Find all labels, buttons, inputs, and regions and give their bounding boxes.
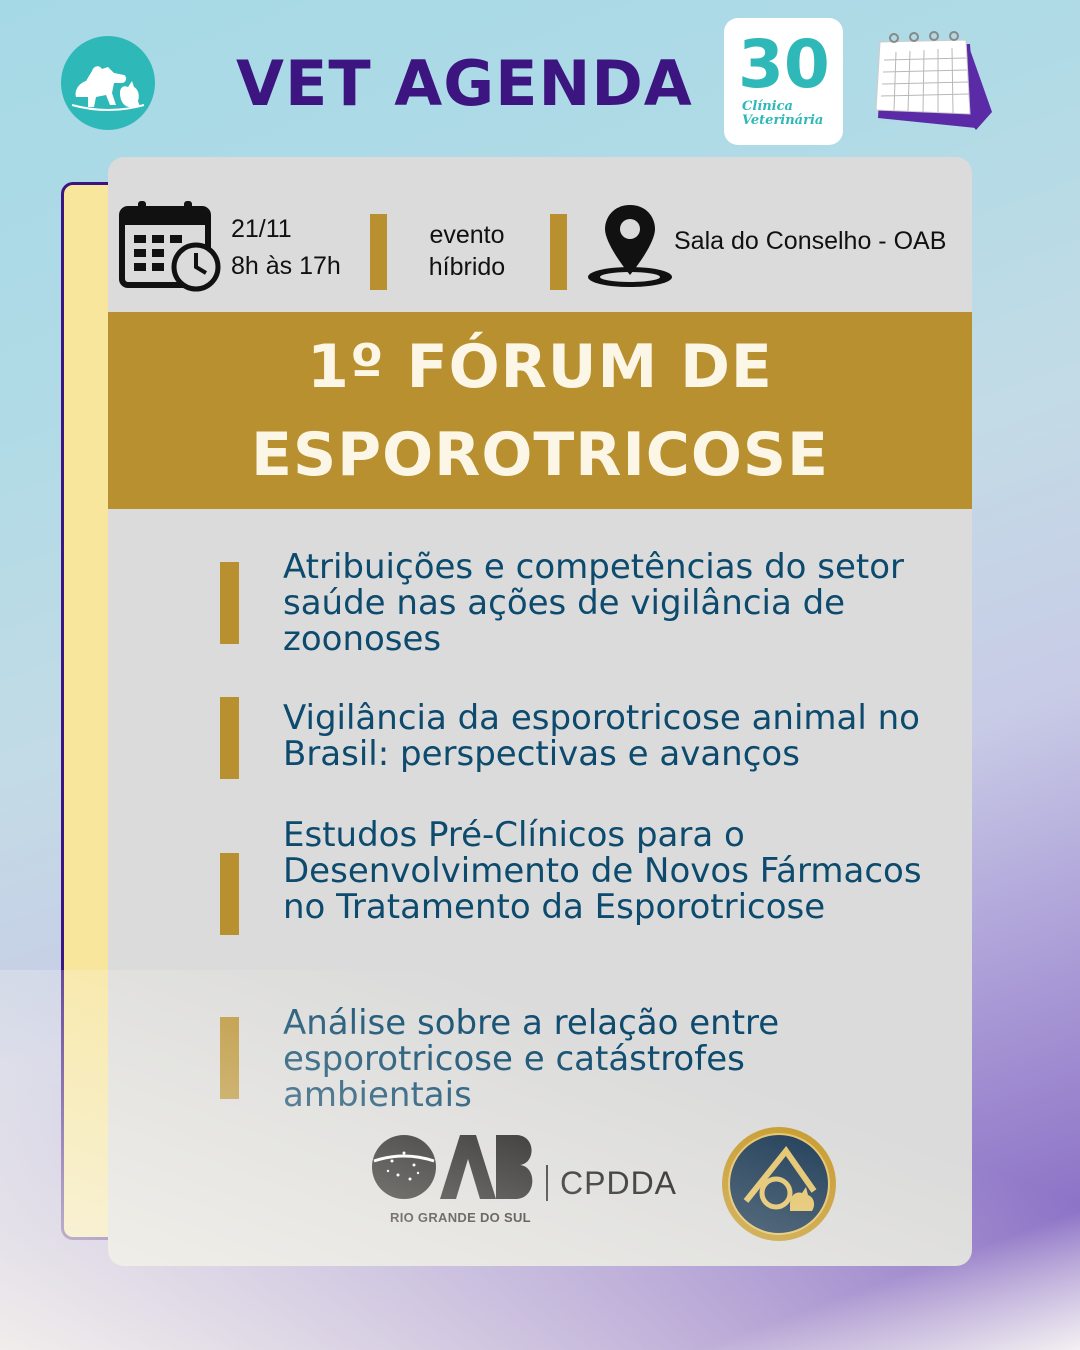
clinic-logo — [61, 36, 155, 130]
topic-bullet-bar — [220, 853, 239, 935]
event-date: 21/11 — [231, 215, 292, 243]
event-mode-line2: híbrido — [428, 253, 506, 281]
topic-bullet-bar — [220, 697, 239, 779]
event-mode-line1: evento — [429, 221, 505, 249]
list-item — [220, 1005, 920, 1115]
calendar-decoration-icon — [870, 30, 996, 134]
anclivepa-seal — [720, 1125, 838, 1243]
event-date-time — [231, 211, 341, 285]
topic-text: Estudos Pré-Clínicos para o Desenvolvimento de Novos Fármacos no Tratamento da Esporotricose — [283, 815, 922, 927]
list-item — [220, 549, 920, 659]
event-title-band — [108, 312, 972, 509]
calendar-decoration — [870, 30, 996, 138]
badge-line1: Clínica — [742, 99, 793, 114]
brand-title: VET AGENDA — [236, 47, 693, 120]
calendar-clock-icon — [118, 199, 222, 293]
event-info-row — [108, 157, 972, 312]
footer-logos — [108, 1117, 972, 1247]
clinic-30-badge — [724, 18, 843, 145]
topic-text: Análise sobre a relação entre esporotricose e catástrofes ambientais — [283, 1003, 780, 1115]
event-mode — [412, 219, 522, 283]
map-pin-icon — [585, 201, 675, 289]
paw-pets-icon — [68, 53, 148, 113]
topic-text: Vigilância da esporotricose animal no Brasil: perspectivas e avanços — [283, 698, 920, 774]
committee-name: CPDDA — [546, 1165, 677, 1201]
event-location: Sala do Conselho - OAB — [674, 227, 947, 255]
event-title-line2: ESPOROTRICOSE — [250, 419, 830, 490]
info-separator-1 — [370, 214, 387, 290]
oab-logo — [370, 1131, 536, 1207]
topic-bullet-bar — [220, 1017, 239, 1099]
list-item — [220, 817, 920, 967]
event-card — [108, 157, 972, 1266]
event-time: 8h às 17h — [231, 252, 341, 280]
badge-number: 30 — [738, 26, 830, 103]
badge-label — [742, 100, 823, 128]
topic-text: Atribuições e competências do setor saúde nas ações de vigilância de zoonoses — [283, 547, 904, 659]
badge-line2: Veterinária — [742, 113, 824, 128]
info-separator-2 — [550, 214, 567, 290]
event-title-line1: 1º FÓRUM DE — [307, 331, 773, 402]
oab-region: RIO GRANDE DO SUL — [390, 1210, 531, 1225]
list-item — [220, 700, 920, 782]
topic-bullet-bar — [220, 562, 239, 644]
